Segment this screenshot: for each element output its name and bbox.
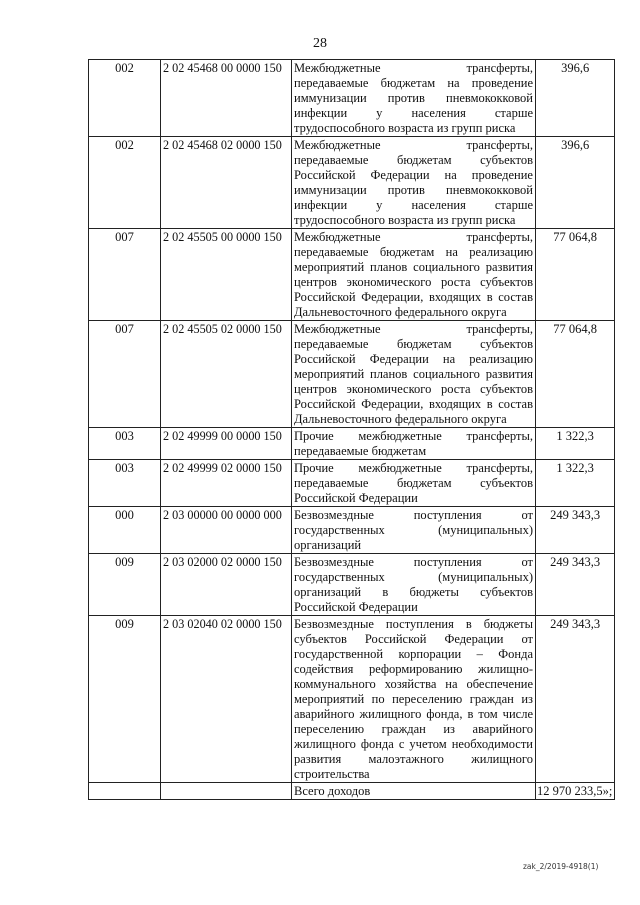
revenue-name-cell [292,554,536,616]
total-label: Всего доходов [292,783,536,800]
revenue-name-line: Безвозмездные поступления от [294,555,533,569]
revenue-name-line: Российской Федерации [294,491,418,505]
revenue-name-cell [292,507,536,554]
admin-code-cell: 002 [89,60,161,137]
budget-code-cell: 2 03 02000 02 0000 150 [161,554,292,616]
amount-cell: 77 064,8 [536,321,615,428]
revenue-name-line: Российской Федерации, входящих в состав [294,290,533,304]
revenue-name-line: коммунального хозяйства на обеспечение [294,677,533,691]
budget-code-cell: 2 02 45505 02 0000 150 [161,321,292,428]
amount-cell: 1 322,3 [536,460,615,507]
admin-code-cell: 000 [89,507,161,554]
table-row [89,460,615,507]
budget-code-cell: 2 03 00000 00 0000 000 [161,507,292,554]
empty-cell [161,783,292,800]
amount-cell: 249 343,3 [536,507,615,554]
revenue-name-line: Межбюджетные трансферты, [294,322,533,336]
revenue-name-line: субъектов Российской Федерации от [294,632,533,646]
page-number: 28 [313,36,327,51]
amount-cell: 1 322,3 [536,428,615,460]
amount-cell: 249 343,3 [536,554,615,616]
amount-cell: 396,6 [536,137,615,229]
revenue-name-line: передаваемые бюджетам субъектов [294,337,533,351]
revenue-name-line: передаваемые бюджетам на реализацию [294,245,533,259]
amount-cell: 249 343,3 [536,616,615,783]
revenue-name-line: переселению граждан из аварийного [294,722,533,736]
revenue-name-line: инфекции у населения старше [294,198,533,212]
admin-code-cell: 007 [89,321,161,428]
revenue-name-line: передаваемые бюджетам [294,444,427,458]
revenue-name-cell [292,137,536,229]
budget-code-cell: 2 02 49999 00 0000 150 [161,428,292,460]
revenue-name-line: Прочие межбюджетные трансферты, [294,429,533,443]
revenue-name-line: жилищного фонда с учетом необходимости [294,737,533,751]
revenue-name-line: аварийного жилищного фонда, в том числе [294,707,533,721]
revenue-name-line: мероприятий планов социального развития [294,367,533,381]
admin-code-cell: 009 [89,554,161,616]
revenue-name-line: Российской Федерации на проведение [294,168,533,182]
revenue-name-line: организаций [294,538,362,552]
revenue-name-line: иммунизации против пневмококковой [294,183,533,197]
budget-code-cell: 2 02 45505 00 0000 150 [161,229,292,321]
admin-code-cell: 003 [89,428,161,460]
revenue-name-line: мероприятий по переселению граждан из [294,692,533,706]
revenue-name-line: Российской Федерации, входящих в состав [294,397,533,411]
revenue-name-line: государственных (муниципальных) [294,523,533,537]
revenue-name-line: трудоспособного возраста из групп риска [294,121,516,135]
amount-cell: 396,6 [536,60,615,137]
revenue-name-line: строительства [294,767,370,781]
revenue-name-line: Межбюджетные трансферты, [294,230,533,244]
budget-code-cell: 2 03 02040 02 0000 150 [161,616,292,783]
admin-code-cell: 002 [89,137,161,229]
revenue-name-line: инфекции у населения старше [294,106,533,120]
table-row [89,137,615,229]
revenue-name-line: Дальневосточного федерального округа [294,412,507,426]
revenue-name-line: трудоспособного возраста из групп риска [294,213,516,227]
table-row [89,229,615,321]
revenue-name-line: Межбюджетные трансферты, [294,138,533,152]
budget-code-cell: 2 02 45468 00 0000 150 [161,60,292,137]
table-row [89,616,615,783]
revenue-name-line: организаций в бюджеты субъектов [294,585,533,599]
revenue-name-line: Прочие межбюджетные трансферты, [294,461,533,475]
revenue-name-line: Российской Федерации на реализацию [294,352,533,366]
revenue-name-line: государственной корпорации – Фонда [294,647,533,661]
revenue-table [88,59,615,800]
budget-code-cell: 2 02 49999 02 0000 150 [161,460,292,507]
revenue-name-cell [292,460,536,507]
document-code: zak_2/2019-4918(1) [523,862,599,871]
revenue-name-cell [292,428,536,460]
table-row [89,60,615,137]
table-body [89,60,615,800]
total-row [89,783,615,800]
revenue-name-line: иммунизации против пневмококковой [294,91,533,105]
revenue-name-line: государственных (муниципальных) [294,570,533,584]
revenue-name-line: Безвозмездные поступления в бюджеты [294,617,533,631]
revenue-name-cell [292,321,536,428]
empty-cell [89,783,161,800]
revenue-name-line: Российской Федерации [294,600,418,614]
revenue-name-line: Межбюджетные трансферты, [294,61,533,75]
revenue-name-line: передаваемые бюджетам на проведение [294,76,533,90]
revenue-name-cell [292,229,536,321]
admin-code-cell: 007 [89,229,161,321]
revenue-name-line: содействия реформированию жилищно- [294,662,533,676]
budget-code-cell: 2 02 45468 02 0000 150 [161,137,292,229]
revenue-name-line: передаваемые бюджетам субъектов [294,476,533,490]
revenue-name-line: Дальневосточного федерального округа [294,305,507,319]
table-row [89,554,615,616]
table-row [89,321,615,428]
revenue-name-line: мероприятий планов социального развития [294,260,533,274]
total-amount: 12 970 233,5»; [536,783,615,800]
revenue-name-line: центров экономического роста субъектов [294,382,533,396]
admin-code-cell: 003 [89,460,161,507]
revenue-name-line: передаваемые бюджетам субъектов [294,153,533,167]
revenue-name-line: центров экономического роста субъектов [294,275,533,289]
revenue-name-cell [292,60,536,137]
table-row [89,507,615,554]
revenue-name-cell [292,616,536,783]
amount-cell: 77 064,8 [536,229,615,321]
revenue-name-line: развития малоэтажного жилищного [294,752,533,766]
admin-code-cell: 009 [89,616,161,783]
table-row [89,428,615,460]
revenue-name-line: Безвозмездные поступления от [294,508,533,522]
